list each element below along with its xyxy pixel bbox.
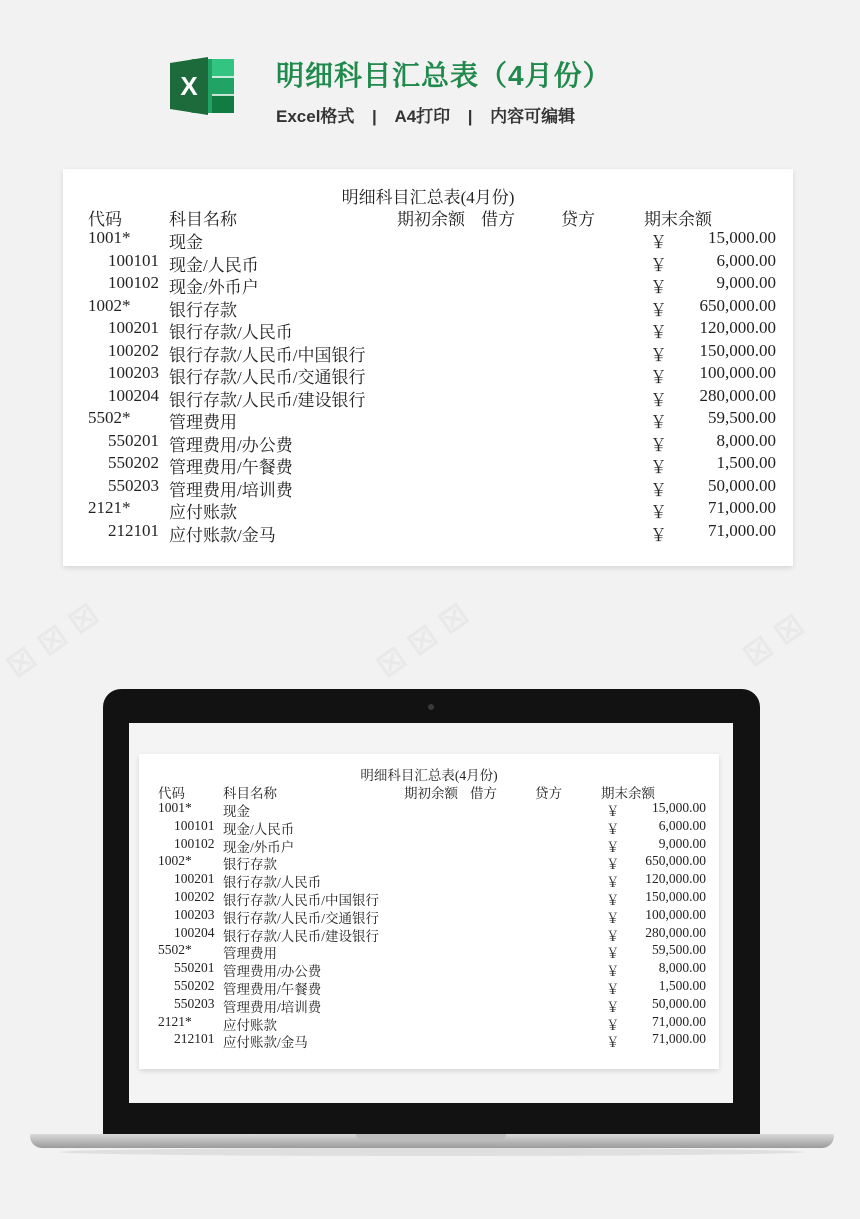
currency-symbol: ￥ xyxy=(606,821,620,837)
closing-balance: 6,000.00 xyxy=(658,817,706,833)
closing-balance: 71,000.00 xyxy=(652,1031,706,1047)
closing-balance: 9,000.00 xyxy=(658,835,706,851)
currency-symbol: ￥ xyxy=(650,413,667,432)
currency-symbol: ￥ xyxy=(650,255,667,275)
watermark xyxy=(0,594,106,687)
currency-symbol: ￥ xyxy=(606,910,620,926)
watermark xyxy=(735,605,812,676)
account-code: 100102 xyxy=(174,835,215,851)
account-code: 2121* xyxy=(158,1013,192,1029)
currency-symbol: ￥ xyxy=(606,857,620,873)
watermark xyxy=(368,594,476,687)
column-header-code: 代码 xyxy=(158,786,185,801)
account-code: 100202 xyxy=(108,340,159,360)
account-code: 550202 xyxy=(108,453,159,472)
account-name: 银行存款/人民币/中国银行 xyxy=(169,345,366,365)
svg-text:X: X xyxy=(180,71,198,101)
laptop-notch xyxy=(356,1134,506,1140)
column-header-opening: 期初余额 xyxy=(404,786,458,801)
column-header-name: 科目名称 xyxy=(169,210,237,229)
account-name: 管理费用/办公费 xyxy=(169,435,293,455)
closing-balance: 71,000.00 xyxy=(652,1013,706,1029)
closing-balance: 8,000.00 xyxy=(716,430,776,450)
page-title: 明细科目汇总表（4月份） xyxy=(276,60,612,91)
account-name: 应付账款 xyxy=(169,503,237,522)
currency-symbol: ￥ xyxy=(650,278,667,297)
currency-symbol: ￥ xyxy=(650,323,667,342)
column-header-credit: 贷方 xyxy=(561,210,595,229)
currency-symbol: ￥ xyxy=(650,435,667,455)
closing-balance: 50,000.00 xyxy=(652,995,706,1011)
account-code: 550201 xyxy=(174,960,215,976)
subtitle-separator: | xyxy=(372,107,377,126)
column-header-debit: 借方 xyxy=(481,210,515,229)
account-name: 现金/外币户 xyxy=(223,839,295,855)
page-header xyxy=(0,0,860,160)
account-name: 管理费用 xyxy=(223,946,277,962)
account-name: 管理费用/培训费 xyxy=(223,999,322,1015)
account-name: 现金 xyxy=(223,804,250,819)
currency-symbol: ￥ xyxy=(650,233,667,252)
closing-balance: 8,000.00 xyxy=(658,960,706,976)
account-name: 现金/人民币 xyxy=(223,821,295,837)
column-header-code: 代码 xyxy=(88,210,122,229)
closing-balance: 280,000.00 xyxy=(645,924,706,940)
closing-balance: 100,000.00 xyxy=(645,906,706,922)
closing-balance: 120,000.00 xyxy=(645,871,706,887)
account-code: 1001* xyxy=(88,228,131,247)
sheet-title: 明细科目汇总表(4月份) xyxy=(360,768,498,783)
account-name: 现金 xyxy=(169,233,203,252)
account-code: 100202 xyxy=(174,889,215,904)
account-code: 100201 xyxy=(108,318,159,337)
spreadsheet-preview-laptop xyxy=(139,754,719,1069)
account-name: 银行存款/人民币 xyxy=(169,323,293,342)
account-code: 212101 xyxy=(108,520,159,540)
account-name: 银行存款/人民币/中国银行 xyxy=(223,893,380,908)
closing-balance: 59,500.00 xyxy=(708,408,776,427)
closing-balance: 71,000.00 xyxy=(708,520,776,540)
currency-symbol: ￥ xyxy=(650,480,667,500)
account-name: 银行存款/人民币/建设银行 xyxy=(223,928,380,944)
closing-balance: 120,000.00 xyxy=(699,318,776,337)
account-code: 212101 xyxy=(174,1031,215,1047)
account-name: 现金/外币户 xyxy=(169,278,259,297)
column-header-opening: 期初余额 xyxy=(397,210,465,229)
closing-balance: 150,000.00 xyxy=(645,889,706,904)
currency-symbol: ￥ xyxy=(606,1017,620,1033)
subtitle xyxy=(276,102,575,127)
currency-symbol: ￥ xyxy=(650,503,667,522)
currency-symbol: ￥ xyxy=(606,946,620,962)
sheet-title: 明细科目汇总表(4月份) xyxy=(341,188,515,207)
currency-symbol: ￥ xyxy=(650,345,667,365)
column-header-debit: 借方 xyxy=(470,786,497,801)
account-name: 银行存款/人民币/交通银行 xyxy=(223,910,380,926)
account-name: 管理费用/办公费 xyxy=(223,964,322,980)
account-name: 银行存款/人民币/建设银行 xyxy=(169,390,366,410)
account-code: 100203 xyxy=(174,906,215,922)
closing-balance: 650,000.00 xyxy=(645,853,706,869)
account-code: 5502* xyxy=(158,942,192,958)
account-code: 100204 xyxy=(108,385,159,405)
subtitle-print: A4打印 xyxy=(394,107,451,126)
currency-symbol: ￥ xyxy=(650,525,667,545)
closing-balance: 1,500.00 xyxy=(658,978,706,993)
currency-symbol: ￥ xyxy=(606,964,620,980)
closing-balance: 650,000.00 xyxy=(699,295,776,315)
closing-balance: 100,000.00 xyxy=(699,363,776,382)
closing-balance: 6,000.00 xyxy=(716,250,776,270)
closing-balance: 50,000.00 xyxy=(708,475,776,495)
closing-balance: 150,000.00 xyxy=(699,340,776,360)
currency-symbol: ￥ xyxy=(606,804,620,819)
excel-icon xyxy=(170,55,236,117)
account-name: 应付账款 xyxy=(223,1017,277,1033)
account-name: 管理费用/培训费 xyxy=(169,480,293,500)
column-header-closing: 期末余额 xyxy=(601,786,655,801)
account-code: 100204 xyxy=(174,924,215,940)
account-name: 应付账款/金马 xyxy=(223,1035,308,1051)
closing-balance: 71,000.00 xyxy=(708,498,776,517)
subtitle-format: Excel格式 xyxy=(276,107,355,126)
account-code: 100201 xyxy=(174,871,215,887)
currency-symbol: ￥ xyxy=(606,1035,620,1051)
camera-icon xyxy=(428,704,434,710)
account-code: 550202 xyxy=(174,978,215,993)
closing-balance: 9,000.00 xyxy=(716,273,776,292)
account-name: 管理费用/午餐费 xyxy=(223,982,322,997)
account-name: 银行存款 xyxy=(169,300,237,320)
account-code: 550201 xyxy=(108,430,159,450)
spreadsheet-preview xyxy=(63,169,793,566)
account-name: 管理费用 xyxy=(169,413,237,432)
closing-balance: 1,500.00 xyxy=(716,453,776,472)
account-code: 1001* xyxy=(158,800,192,815)
account-code: 2121* xyxy=(88,498,131,517)
closing-balance: 59,500.00 xyxy=(652,942,706,958)
closing-balance: 15,000.00 xyxy=(652,800,706,815)
subtitle-editable: 内容可编辑 xyxy=(490,107,576,126)
account-code: 1002* xyxy=(158,853,192,869)
account-code: 100203 xyxy=(108,363,159,382)
closing-balance: 280,000.00 xyxy=(699,385,776,405)
account-code: 550203 xyxy=(174,995,215,1011)
account-code: 100101 xyxy=(174,817,215,833)
laptop-shadow xyxy=(60,1148,804,1156)
closing-balance: 15,000.00 xyxy=(708,228,776,247)
subtitle-separator: | xyxy=(467,107,473,126)
currency-symbol: ￥ xyxy=(606,999,620,1015)
account-code: 1002* xyxy=(88,295,131,315)
account-name: 银行存款/人民币/交通银行 xyxy=(169,368,366,387)
currency-symbol: ￥ xyxy=(650,390,667,410)
account-code: 100101 xyxy=(108,250,159,270)
column-header-credit: 贷方 xyxy=(535,786,562,801)
account-code: 5502* xyxy=(88,408,131,427)
currency-symbol: ￥ xyxy=(650,300,667,320)
currency-symbol: ￥ xyxy=(606,839,620,855)
account-code: 100102 xyxy=(108,273,159,292)
currency-symbol: ￥ xyxy=(606,928,620,944)
currency-symbol: ￥ xyxy=(650,458,667,477)
currency-symbol: ￥ xyxy=(650,368,667,387)
currency-symbol: ￥ xyxy=(606,982,620,997)
account-name: 现金/人民币 xyxy=(169,255,259,275)
account-name: 管理费用/午餐费 xyxy=(169,458,293,477)
account-name: 银行存款/人民币 xyxy=(223,875,322,891)
currency-symbol: ￥ xyxy=(606,893,620,908)
currency-symbol: ￥ xyxy=(606,875,620,891)
column-header-name: 科目名称 xyxy=(223,786,277,801)
account-name: 应付账款/金马 xyxy=(169,525,276,545)
column-header-closing: 期末余额 xyxy=(644,210,712,229)
account-name: 银行存款 xyxy=(223,857,277,873)
account-code: 550203 xyxy=(108,475,159,495)
